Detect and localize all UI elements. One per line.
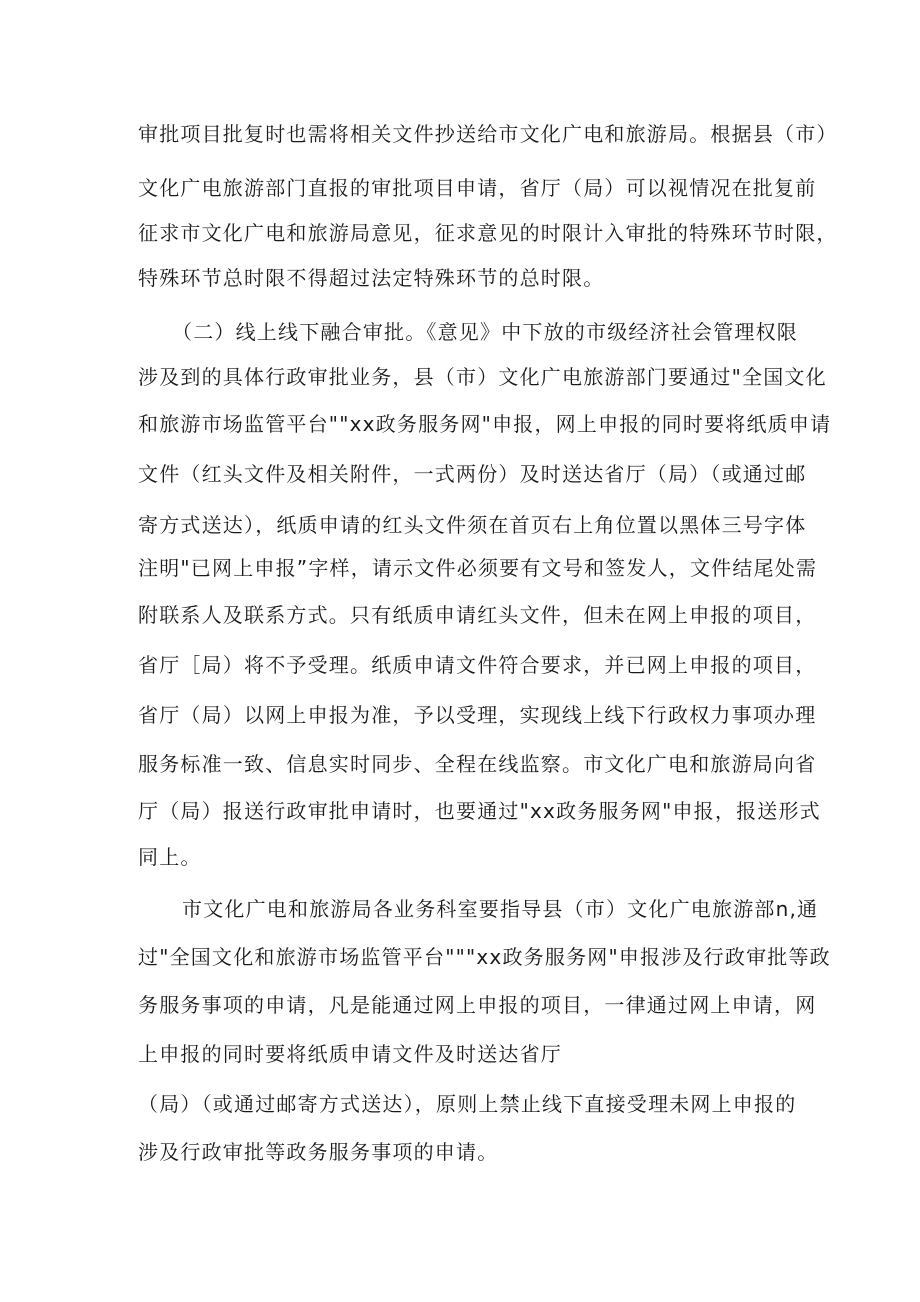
text-line: 征求市文化广电和旅游局意见，征求意见的时限计入审批的特殊环节时限， [138, 221, 838, 245]
text-line: 务服务事项的申请，凡是能通过网上申报的项目，一律通过网上申请，网 [138, 993, 817, 1017]
text-line: 注明"已网上申报”字样，请示文件必须要有文号和签发人，文件结尾处需 [138, 556, 818, 580]
text-line: （局）（或通过邮寄方式送达），原则上禁止线下直接受理未网上申报的 [138, 1092, 797, 1116]
text-line: 同上。 [138, 845, 202, 869]
text-line: 文件（红头文件及相关附件，一式两份）及时送达省厅（局）（或通过邮 [138, 462, 807, 486]
text-line: 寄方式送达），纸质申请的红头文件须在首页右上角位置以黑体三号字体 [138, 513, 807, 537]
text-line: 附联系人及联系方式。只有纸质申请红头文件，但未在网上申报的项目， [138, 603, 817, 627]
text-line: 特殊环节总时限不得超过法定特殊环节的总时限。 [138, 266, 605, 290]
text-line: 过"全国文化和旅游市场监管平台"""xx政务服务网"申报涉及行政审批等政 [138, 945, 831, 969]
text-line: 涉及行政审批等政务服务事项的申请。 [138, 1140, 499, 1164]
text-line: 涉及到的具体行政审批业务，县（市）文化广电旅游部门要通过"全国文化 [138, 365, 827, 389]
text-line: 省厅（局）以网上申报为准，予以受理，实现线上线下行政权力事项办理 [138, 703, 817, 727]
text-line: 和旅游市场监管平台""xx政务服务网"申报，网上申报的同时要将纸质申请 [138, 412, 832, 436]
text-line: 厅（局）报送行政审批申请时，也要通过"xx政务服务网"申报，报送形式 [138, 799, 821, 823]
text-line: 上申报的同时要将纸质申请文件及时送达省厅 [138, 1042, 562, 1066]
text-line: 文化广电旅游部门直报的审批项目申请，省厅（局）可以视情况在批复前 [138, 176, 817, 200]
text-line: （二）线上线下融合审批。《意见》中下放的市级经济社会管理权限 [172, 320, 798, 344]
text-line: 省厅［局）将不予受理。纸质申请文件符合要求，并已网上申报的项目， [138, 653, 817, 677]
text-line: 审批项目批复时也需将相关文件抄送给市文化广电和旅游局。根据县（市） [138, 122, 838, 146]
text-line: 市文化广电和旅游局各业务科室要指导县（市）文化广电旅游部n,通 [182, 897, 819, 921]
text-line: 服务标准一致、信息实时同步、全程在线监察。市文化广电和旅游局向省 [138, 752, 817, 776]
